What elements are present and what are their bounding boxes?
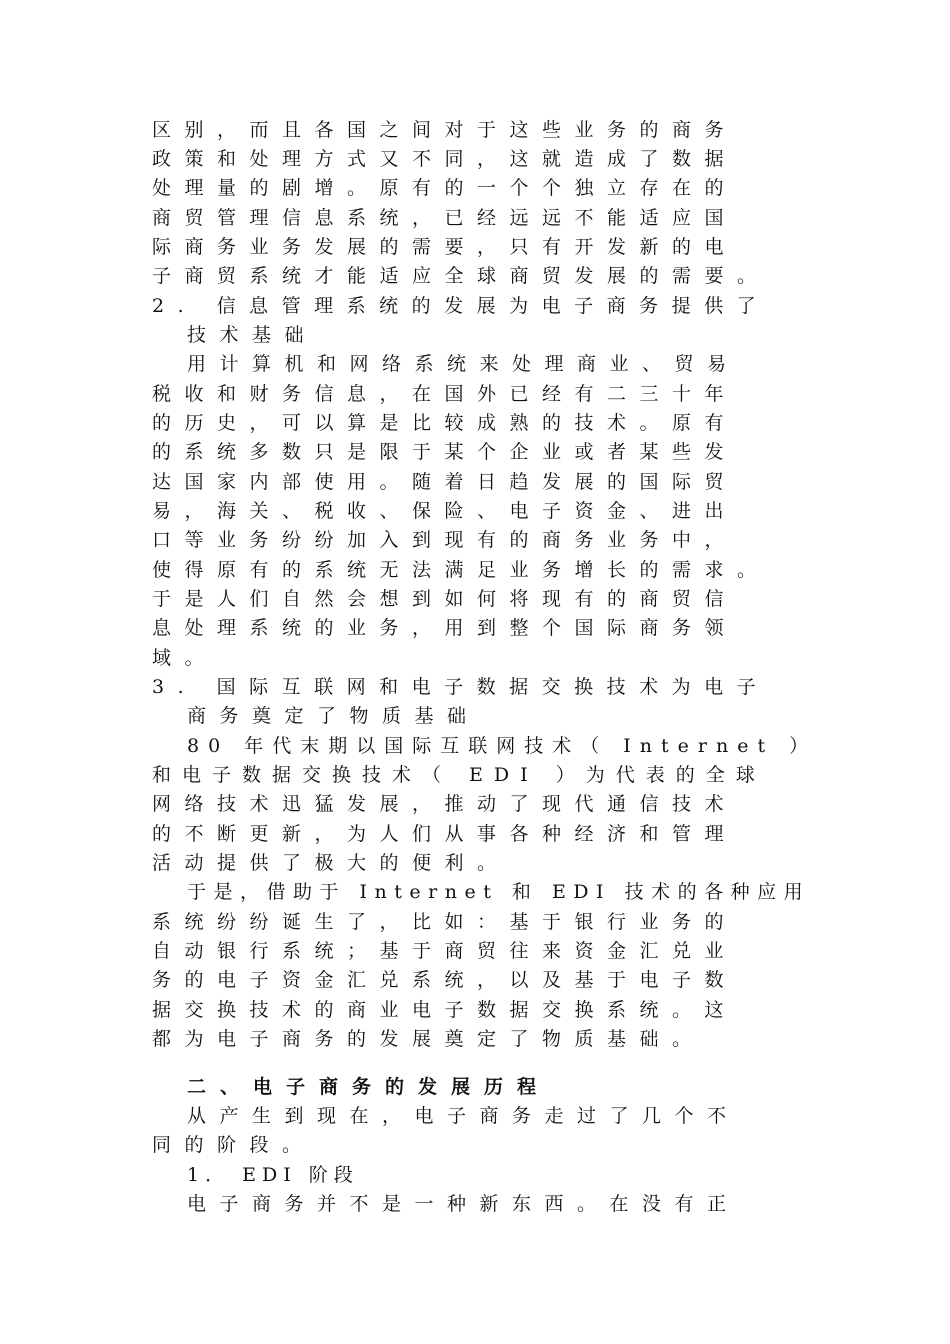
text-line: 活动提供了极大的便利。 (152, 852, 510, 874)
text-line: 区别，而且各国之间对于这些业务的商务 (152, 119, 738, 141)
text-line: 都为电子商务的发展奠定了物质基础。 (152, 1028, 705, 1050)
text-line: 系统纷纷诞生了，比如：基于银行业务的 (152, 911, 738, 933)
paragraph-first-line: 用计算机和网络系统来处理商业、贸易 (187, 353, 740, 375)
numbered-heading: 2. 信息管理系统的发展为电子商务提供了 (152, 295, 770, 317)
paragraph-first-line: 于是，借助于 Internet 和 EDI 技术的各种应用 (187, 881, 811, 903)
text-line: 网络技术迅猛发展，推动了现代通信技术 (152, 793, 738, 815)
text-line: 自动银行系统；基于商贸往来资金汇兑业 (152, 940, 738, 962)
text-line: 易，海关、税收、保险、电子资金、进出 (152, 500, 738, 522)
text-line: 的历史，可以算是比较成熟的技术。原有 (152, 412, 738, 434)
text-line: 政策和处理方式又不同，这就造成了数据 (152, 148, 738, 170)
text-line: 际商务业务发展的需要，只有开发新的电 (152, 236, 738, 258)
text-line: 和电子数据交换技术（ EDI ）为代表的全球 (152, 764, 766, 786)
numbered-heading: 1． EDI 阶段 (187, 1164, 359, 1186)
text-line: 据交换技术的商业电子数据交换系统。这 (152, 999, 738, 1021)
text-line: 同的阶段。 (152, 1134, 315, 1156)
text-line: 息处理系统的业务，用到整个国际商务领 (152, 617, 738, 639)
text-line: 子商贸系统才能适应全球商贸发展的需要。 (152, 265, 770, 287)
text-line: 的不断更新，为人们从事各种经济和管理 (152, 823, 738, 845)
text-line: 口等业务纷纷加入到现有的商务业务中， (152, 529, 738, 551)
text-line: 达国家内部使用。随着日趋发展的国际贸 (152, 471, 738, 493)
paragraph-first-line: 电子商务并不是一种新东西。在没有正 (187, 1193, 740, 1215)
text-line: 的系统多数只是限于某个企业或者某些发 (152, 441, 738, 463)
text-line: 商贸管理信息系统，已经远远不能适应国 (152, 207, 738, 229)
section-heading: 二、电子商务的发展历程 (187, 1076, 551, 1098)
text-line: 务的电子资金汇兑系统，以及基于电子数 (152, 969, 738, 991)
text-line: 技术基础 (187, 324, 318, 346)
paragraph-first-line: 从产生到现在，电子商务走过了几个不 (187, 1105, 740, 1127)
text-line: 处理量的剧增。原有的一个个独立存在的 (152, 177, 738, 199)
text-line: 域。 (152, 647, 218, 669)
paragraph-first-line: 80 年代末期以国际互联网技术（ Internet ） (187, 735, 818, 757)
text-line: 使得原有的系统无法满足业务增长的需求。 (152, 559, 770, 581)
text-line: 商务奠定了物质基础 (187, 705, 480, 727)
text-line: 于是人们自然会想到如何将现有的商贸信 (152, 588, 738, 610)
numbered-heading: 3. 国际互联网和电子数据交换技术为电子 (152, 676, 770, 698)
text-line: 税收和财务信息，在国外已经有二三十年 (152, 383, 738, 405)
